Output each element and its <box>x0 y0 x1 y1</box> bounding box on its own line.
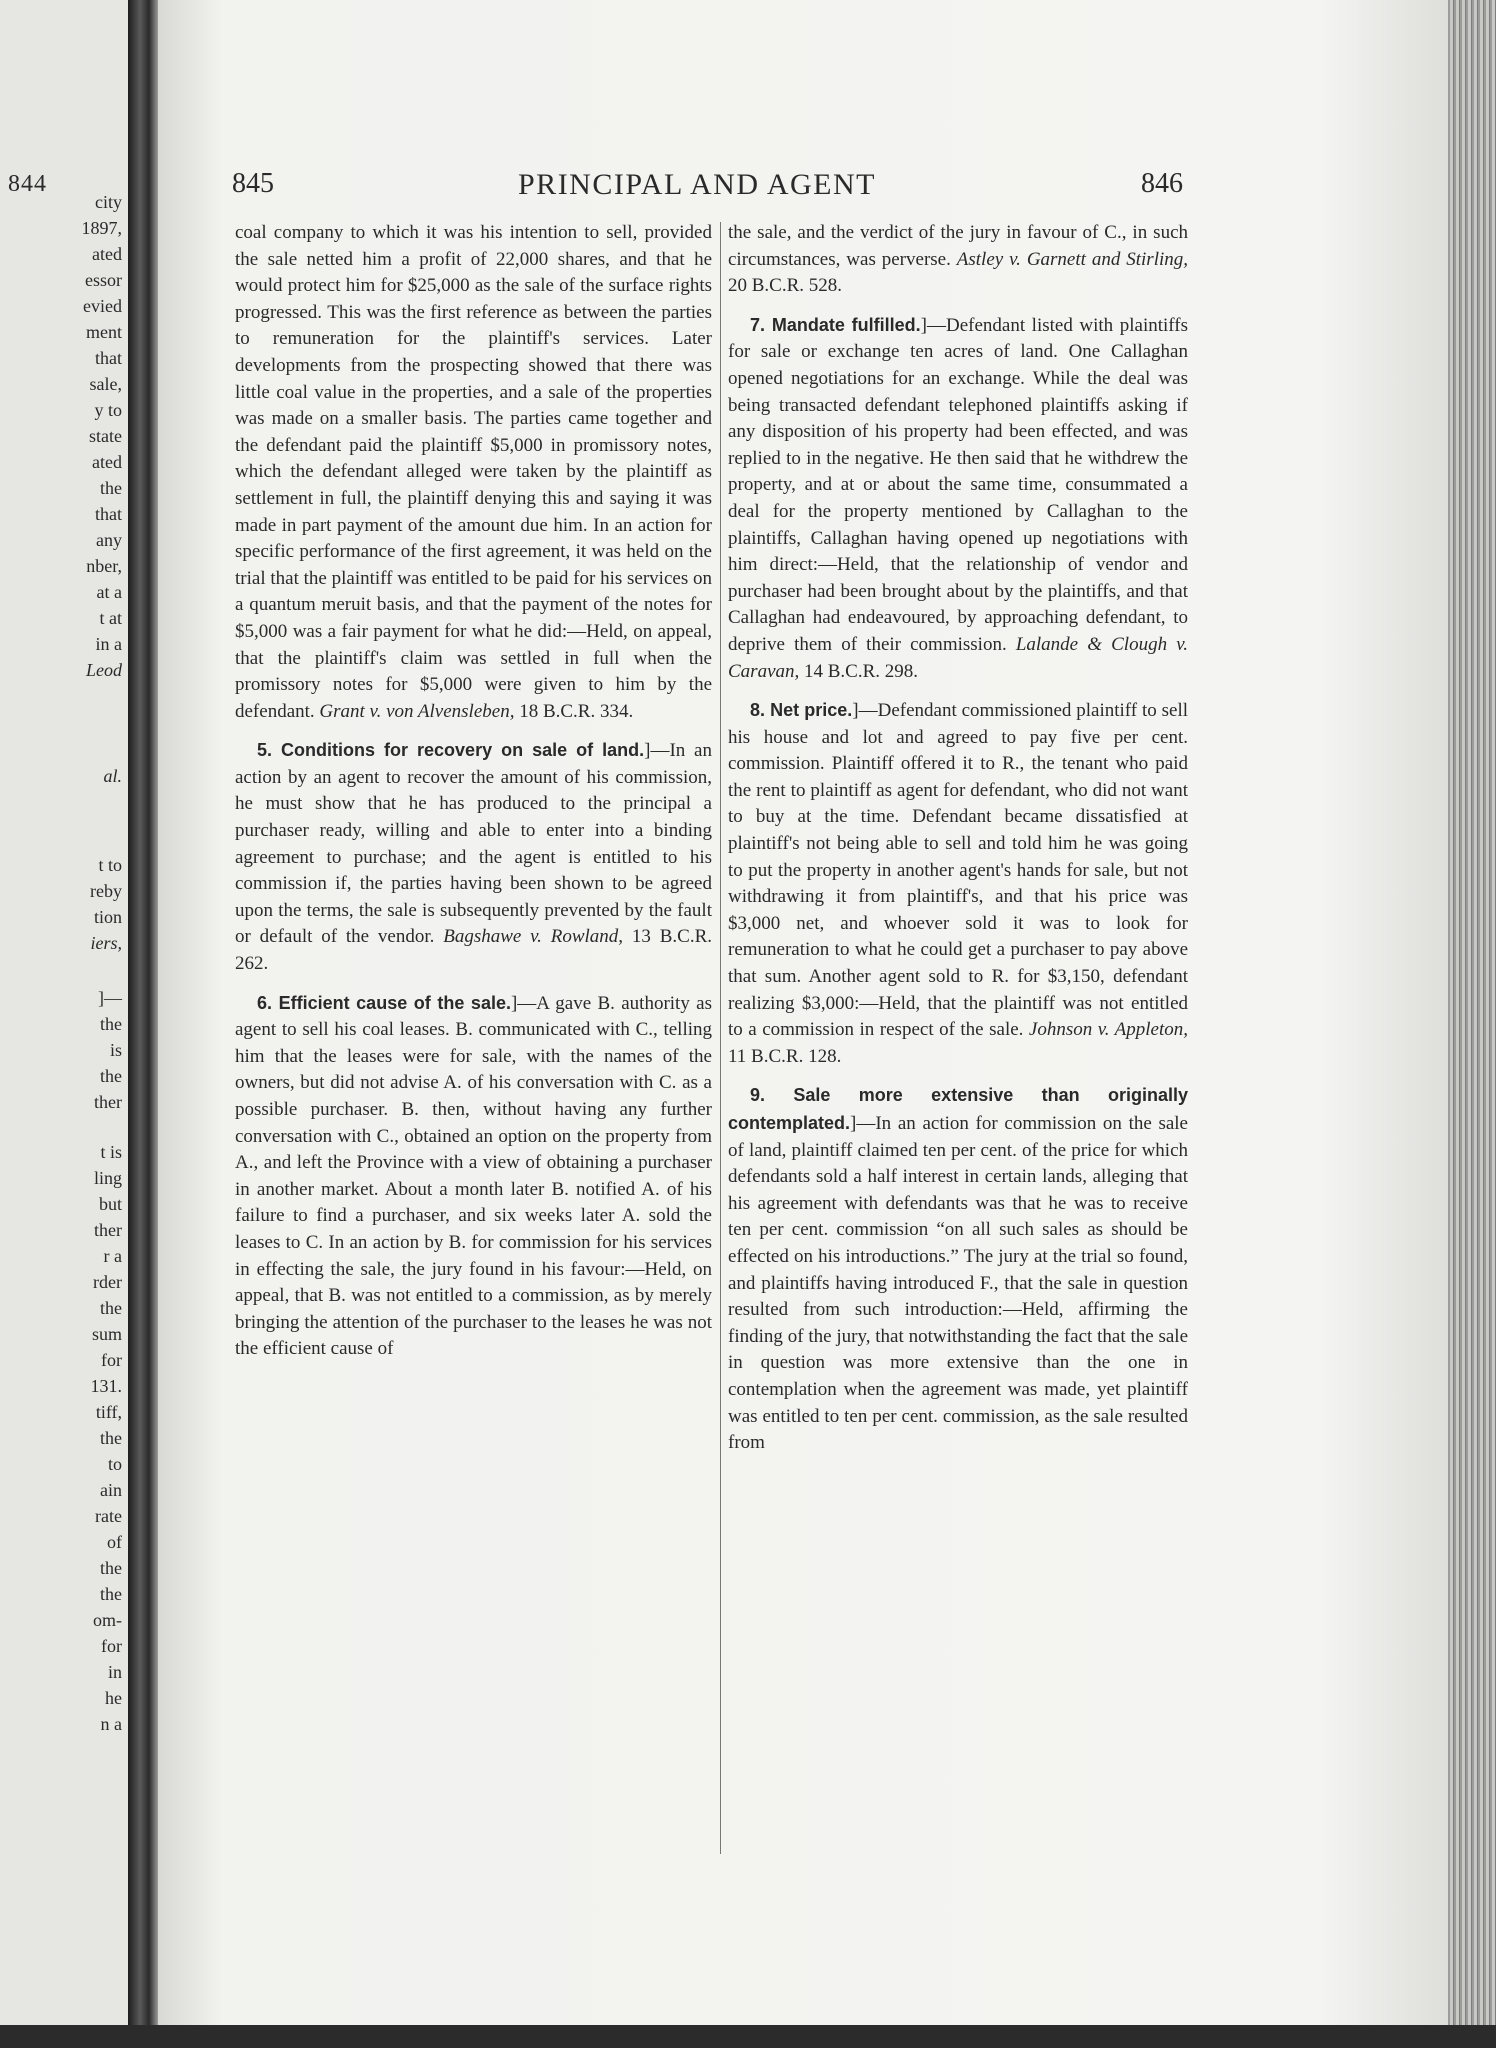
left-page-line: for <box>101 1636 122 1656</box>
column-divider <box>720 222 721 1854</box>
left-page-line: ain <box>100 1480 122 1500</box>
section-heading: 8. Net price. <box>750 700 853 721</box>
paragraph-continued: the sale, and the verdict of the jury in favour of C., in such circumstances, was perverse. Astley v. Garnett and Stirling, 20 B.C.R. 528. <box>728 222 1189 297</box>
page-number-left: 845 <box>232 168 274 199</box>
section-8: 8. Net price.]—Defendant commissioned plaintiff to sell his house and lot and agreed to pay five per cent. commission. Plaintiff offered it to R., the tenant who paid the rent to plaintiff as agent for defendant, who did not want to buy at the time. Defendant became dissatisfied at plaintiff's not being able to sell and told him he was going to put the property in another agent's hands for sale, but not withdrawing it from plaintiff's, and that his price was $3,000 net, and whoever sold it was to look for remuneration to what he could get a purchaser to pay above that sum. Another agent sold to R. for $3,150, defendant realizing $3,000:—Held, that the plaintiff was not entitled to a commission in respect of the sale. Johnson v. Appleton, 11 B.C.R. 128. <box>728 700 1188 1067</box>
left-page-line: Leod <box>86 660 122 680</box>
left-page-line: ated <box>92 244 122 264</box>
case-citation: Johnson v. Appleton, <box>1028 1019 1188 1041</box>
section-5: 5. Conditions for recovery on sale of land.]—In an action by an agent to recover the amount of his commission, he must show that he has produced to the principal a purchaser ready, willing and able to enter into a binding agreement to purchase; and the agent is entitled to his commission if, the parties having been shown to be agreed upon the terms, the sale is subsequently prevented by the fault or default of the vendor. Bagshawe v. Rowland, 13 B.C.R. 262. <box>235 740 712 975</box>
left-page-line: of <box>107 1532 122 1552</box>
left-page-line: state <box>89 426 122 446</box>
paragraph-continued: coal company to which it was his intention to sell, provided the sale netted him a profit of 22,000 shares, and that he would protect him for $25,000 as the sale of the surface rights progressed. This was the first reference as between the parties to remuneration for the plaintiff's services. Later developments from the prospecting showed that there was little coal value in the properties, and a sale of the properties was made on a smaller basis. The parties came together and the defendant paid the plaintiff $5,000 in promissory notes, which the defendant alleged were taken by the plaintiff as settlement in full, the plaintiff denying this and saying it was made in part payment of the amount due him. In an action for specific performance of the first agreement, it was held on the trial that the plaintiff was entitled to be paid for his services on a quantum meruit basis, and that the payment of the notes for $5,000 was a fair payment for what he did:—Held, on appeal, that the plaintiff's claim was settled in full when the promissory notes for $5,000 were given to him by the defendant. Grant v. von Alvensleben, 18 B.C.R. 334. <box>235 222 712 722</box>
right-column <box>728 220 1188 1469</box>
left-page-line: the <box>100 1066 122 1086</box>
left-page-line: t is <box>100 1142 122 1162</box>
left-page-line: the <box>100 1014 122 1034</box>
section-heading: 5. Conditions for recovery on sale of land. <box>257 740 645 761</box>
left-page-line: but <box>98 1194 122 1214</box>
left-page-line: is <box>109 1040 122 1060</box>
section-6: 6. Efficient cause of the sale.]—A gave B. authority as agent to sell his coal leases. B. communicated with C., telling him that the leases were for sale, with the names of the owners, but did not advise A. of his conversation with C. as a possible purchaser. B. then, without having any further conversation with C., obtained an option on the property from A., and left the Province with a view of obtaining a purchaser in another market. About a month later B. notified A. of his failure to find a purchaser, and six weeks later A. sold the leases to C. In an action by B. for commission for his services in effecting the sale, the jury found in his favour:—Held, on appeal, that B. was not entitled to a commission, as by merely bringing the attention of the purchaser to the leases he was not the efficient cause of <box>235 992 712 1360</box>
left-page-line: that <box>95 504 122 524</box>
book-gutter <box>128 0 158 2048</box>
page-number-right: 846 <box>1141 168 1183 199</box>
left-page-line: the <box>100 1558 122 1578</box>
left-page-line: al. <box>103 766 122 786</box>
left-page-line: to <box>107 1454 122 1474</box>
left-page-line: sum <box>91 1324 122 1344</box>
section-heading: 7. Mandate fulfilled. <box>750 314 921 335</box>
left-page-line: the <box>100 1584 122 1604</box>
report-reference: 13 B.C.R. 262. <box>235 926 712 975</box>
left-page-line: tion <box>93 907 122 927</box>
left-page-number: 844 <box>8 171 47 197</box>
left-page-line: y to <box>94 400 122 420</box>
running-title: PRINCIPAL AND AGENT <box>518 168 876 201</box>
report-reference: 18 B.C.R. 334. <box>519 700 634 722</box>
left-page-line: evied <box>83 296 122 316</box>
left-page-line: t to <box>98 855 122 875</box>
left-page-line: sale, <box>89 374 122 394</box>
left-page-fragment <box>0 0 128 2048</box>
left-page-line: ling <box>93 1168 122 1188</box>
left-page-line: essor <box>85 270 122 290</box>
left-page-line: 1897, <box>81 218 122 238</box>
report-reference: 20 B.C.R. 528. <box>728 275 843 297</box>
left-page-line: the <box>100 1428 122 1448</box>
left-page-line: iers, <box>90 933 122 953</box>
left-page-line: n a <box>100 1714 122 1734</box>
left-page-line: the <box>100 478 122 498</box>
left-page-line: for <box>101 1350 122 1370</box>
left-page-line: reby <box>90 881 122 901</box>
section-9: 9. Sale more extensive than originally contemplated.]—In an action for commission on the sale of land, plaintiff claimed ten per cent. of the price for which defendants sold a half interest in certain lands, alleging that his agreement with defendants was that he was to receive ten per cent. commission “on all such sales as should be effected on his introductions.” The jury at the trial so found, and plaintiffs having introduced F., that the sale in question resulted from such introduction:—Held, affirming the finding of the jury, that notwithstanding the fact that the sale in question was more extensive than the one in contemplation when the agreement was made, yet plaintiff was entitled to ten per cent. commission, as the sale resulted from <box>728 1085 1188 1454</box>
left-page-line: 131. <box>90 1376 122 1396</box>
left-page-line: nber, <box>86 556 122 576</box>
left-page-line: in a <box>95 634 122 654</box>
left-page-line: ther <box>94 1220 122 1240</box>
left-page-line: tiff, <box>95 1402 122 1422</box>
left-page-line: r a <box>103 1246 122 1266</box>
left-page-line: om- <box>93 1610 122 1630</box>
scan-bottom-band <box>0 2025 1496 2048</box>
left-page-line: t at <box>99 608 122 628</box>
left-page-line: ther <box>94 1092 122 1112</box>
left-page-line: in <box>107 1662 122 1682</box>
left-page-line: city <box>95 192 122 212</box>
left-column <box>235 220 712 1375</box>
left-page-line: any <box>96 530 122 550</box>
left-page-line: at a <box>96 582 122 602</box>
report-reference: 11 B.C.R. 128. <box>728 1045 842 1067</box>
left-page-line: rder <box>93 1272 122 1292</box>
left-page-line: ated <box>92 452 122 472</box>
section-7: 7. Mandate fulfilled.]—Defendant listed with plaintiffs for sale or exchange ten acres of land. One Callaghan opened negotiations for an exchange. While the deal was being transacted defendant telephoned plaintiffs asking if any disposition of his property had been effected, and was replied to in the negative. He then said that he withdrew the property, and at or about the same time, consummated a deal for the property mentioned by Callaghan to the plaintiffs, Callaghan having opened up negotiations with him direct:—Held, that the relationship of vendor and purchaser had been brought about by the plaintiffs, and that Callaghan had endeavoured, by approaching defendant, to deprive them of their commission. Lalande & Clough v. Caravan, 14 B.C.R. 298. <box>728 314 1188 682</box>
case-citation: Lalande & Clough v. Caravan, <box>728 633 1188 682</box>
section-heading: 9. Sale more extensive than originally contemplated. <box>728 1085 1188 1133</box>
left-page-line: ment <box>86 322 122 342</box>
case-citation: Bagshawe v. Rowland, <box>443 926 624 948</box>
case-citation: Astley v. Garnett and Stirling, <box>956 248 1189 270</box>
section-heading: 6. Efficient cause of the sale. <box>257 992 511 1013</box>
report-reference: 14 B.C.R. 298. <box>804 660 919 682</box>
left-page-line: the <box>100 1298 122 1318</box>
left-page-line: he <box>105 1688 122 1708</box>
case-citation: Grant v. von Alvensleben, <box>319 700 515 722</box>
left-page-line: that <box>95 348 122 368</box>
left-page-line: ]— <box>98 988 122 1008</box>
page-stack-edge <box>1448 0 1496 2048</box>
left-page-line: rate <box>95 1506 122 1526</box>
